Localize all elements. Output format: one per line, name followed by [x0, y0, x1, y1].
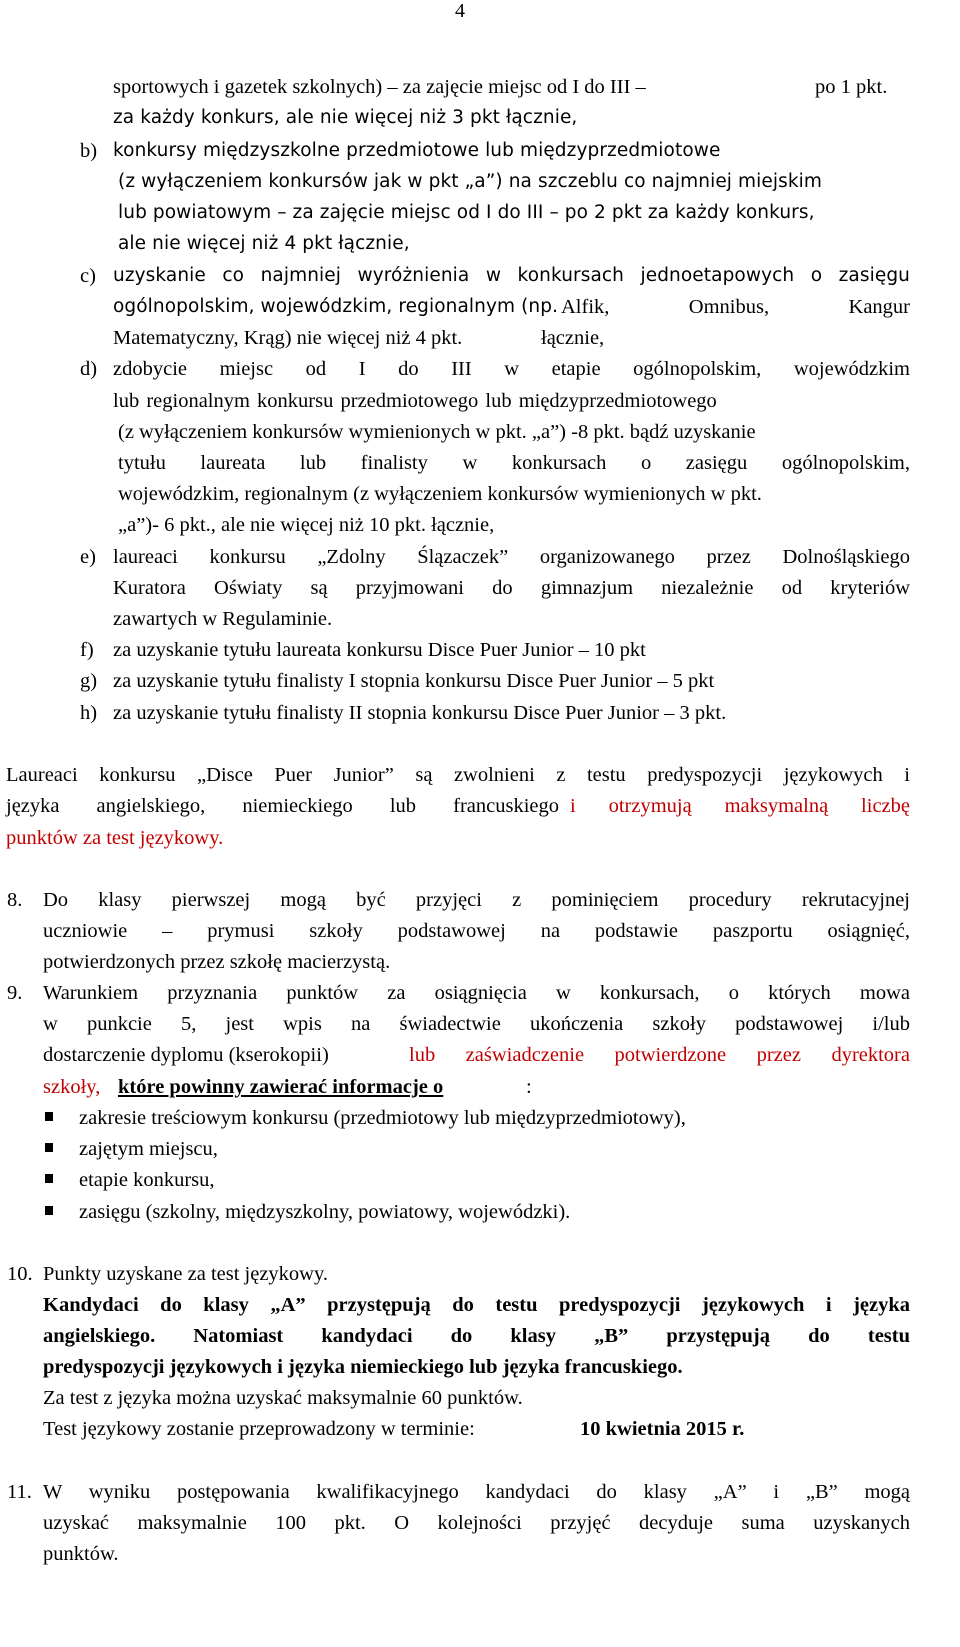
bullet-marker-1 — [45, 1112, 53, 1121]
item-c-line-3a: Matematyczny, Krąg) nie więcej niż 4 pkt. — [113, 327, 463, 349]
item-9-line-4-red: szkoły, — [43, 1076, 101, 1098]
item-d-line-5: wojewódzkim, regionalnym (z wyłączeniem konkursów wymienionych w pkt. — [118, 483, 762, 505]
item-b-line-3: lub powiatowym – za zajęcie miejsc od I do III – po 2 pkt za każdy konkurs, — [118, 202, 815, 223]
item-b-label: b) — [80, 140, 98, 162]
item-b-line-4: ale nie więcej niż 4 pkt łącznie, — [118, 233, 410, 254]
item-c-line-1: uzyskanie co najmniej wyróżnienia w konkursach jednoetapowych o zasięgu — [113, 265, 910, 286]
item-10-date: 10 kwietnia 2015 r. — [580, 1418, 745, 1440]
item-a-continuation-line-2: za każdy konkurs, ale nie więcej niż 3 pkt łącznie, — [113, 107, 578, 128]
item-10-bold-line-3: predyspozycji językowych i języka niemieckiego lub języka francuskiego. — [43, 1356, 683, 1378]
item-e-line-3: zawartych w Regulaminie. — [113, 608, 333, 630]
item-10-bold-line-2: angielskiego. Natomiast kandydaci do klasy „B” przystępują do testu — [43, 1325, 910, 1347]
item-9-line-1: Warunkiem przyznania punktów za osiągnięcia w konkursach, o których mowa — [43, 982, 910, 1004]
item-d-label: d) — [80, 358, 98, 380]
item-9-line-2: w punkcie 5, jest wpis na świadectwie ukończenia szkoły podstawowej i/lub — [43, 1013, 910, 1035]
bullet-item-4: zasięgu (szkolny, międzyszkolny, powiatowy, wojewódzki). — [79, 1201, 571, 1223]
item-d-line-3: (z wyłączeniem konkursów wymienionych w pkt. „a”) -8 pkt. bądź uzyskanie — [118, 421, 756, 443]
item-8-label: 8. — [7, 889, 23, 911]
item-g-text: za uzyskanie tytułu finalisty I stopnia konkursu Disce Puer Junior – 5 pkt — [113, 670, 715, 692]
item-e-line-1: laureaci konkursu „Zdolny Ślązaczek” organizowanego przez Dolnośląskiego — [113, 546, 910, 568]
item-10-line-5: Za test z języka można uzyskać maksymalnie 60 punktów. — [43, 1387, 523, 1409]
page-number: 4 — [455, 0, 465, 22]
item-9-line-4-bold: które powinny zawierać informacje o — [118, 1076, 444, 1098]
laureaci-line-2-black: języka angielskiego, niemieckiego lub francuskiego — [6, 795, 559, 817]
bullet-item-1: zakresie treściowym konkursu (przedmiotowy lub międzyprzedmiotowy), — [79, 1107, 686, 1129]
item-g-label: g) — [80, 670, 98, 692]
item-c-label: c) — [80, 265, 96, 287]
item-h-label: h) — [80, 702, 98, 724]
item-11-line-2: uzyskać maksymalnie 100 pkt. O kolejności przyjęć decyduje suma uzyskanych — [43, 1512, 910, 1534]
item-a-continuation-line-1: sportowych i gazetek szkolnych) – za zajęcie miejsc od I do III – — [113, 76, 646, 98]
laureaci-line-2-red: i otrzymują maksymalną liczbę — [570, 795, 910, 817]
item-d-line-6: „a”)- 6 pkt., ale nie więcej niż 10 pkt. łącznie, — [118, 514, 495, 536]
item-e-label: e) — [80, 546, 96, 568]
item-10-bold-line-1: Kandydaci do klasy „A” przystępują do testu predyspozycji językowych i języka — [43, 1294, 910, 1316]
laureaci-line-3-red: punktów za test językowy. — [6, 827, 224, 849]
bullet-item-3: etapie konkursu, — [79, 1169, 215, 1191]
item-9-label: 9. — [7, 982, 23, 1004]
item-8-line-1: Do klasy pierwszej mogą być przyjęci z pominięciem procedury rekrutacyjnej — [43, 889, 910, 911]
item-8-line-3: potwierdzonych przez szkołę macierzystą. — [43, 951, 391, 973]
item-10-line-1: Punkty uzyskane za test językowy. — [43, 1263, 329, 1285]
item-f-label: f) — [80, 639, 94, 661]
item-e-line-2: Kuratora Oświaty są przyjmowani do gimnazjum niezależnie od kryteriów — [113, 577, 910, 599]
item-c-line-2-rest: Alfik, Omnibus, Kangur — [561, 296, 910, 318]
laureaci-line-1: Laureaci konkursu „Disce Puer Junior” są zwolnieni z testu predyspozycji językowych i — [6, 764, 910, 786]
item-9-line-4-colon: : — [526, 1076, 532, 1098]
item-d-line-2: lub regionalnym konkursu przedmiotowego lub międzyprzedmiotowego — [113, 390, 717, 412]
item-11-line-3: punktów. — [43, 1543, 119, 1565]
bullet-marker-4 — [45, 1206, 53, 1215]
bullet-marker-3 — [45, 1174, 53, 1183]
item-d-line-4: tytułu laureata lub finalisty w konkursach o zasięgu ogólnopolskim, — [118, 452, 910, 474]
item-9-line-3-red: lub zaświadczenie potwierdzone przez dyrektora — [409, 1044, 910, 1066]
item-b-line-1: konkursy międzyszkolne przedmiotowe lub międzyprzedmiotowe — [113, 140, 721, 161]
bullet-marker-2 — [45, 1143, 53, 1152]
item-10-line-6: Test językowy zostanie przeprowadzony w terminie: — [43, 1418, 475, 1440]
item-a-continuation-points: po 1 pkt. — [815, 76, 888, 98]
item-d-line-1: zdobycie miejsc od I do III w etapie ogólnopolskim, wojewódzkim — [113, 358, 910, 380]
item-f-text: za uzyskanie tytułu laureata konkursu Disce Puer Junior – 10 pkt — [113, 639, 646, 661]
item-11-label: 11. — [7, 1481, 32, 1503]
item-9-line-3-black: dostarczenie dyplomu (kserokopii) — [43, 1044, 329, 1066]
item-11-line-1: W wyniku postępowania kwalifikacyjnego kandydaci do klasy „A” i „B” mogą — [43, 1481, 910, 1503]
item-b-line-2: (z wyłączeniem konkursów jak w pkt „a”) na szczeblu co najmniej miejskim — [118, 171, 823, 192]
item-10-label: 10. — [7, 1263, 33, 1285]
item-c-line-3b: łącznie, — [541, 327, 605, 349]
item-c-line-2: ogólnopolskim, wojewódzkim, regionalnym (np. — [113, 296, 559, 317]
item-h-text: za uzyskanie tytułu finalisty II stopnia konkursu Disce Puer Junior – 3 pkt. — [113, 702, 727, 724]
bullet-item-2: zajętym miejscu, — [79, 1138, 218, 1160]
item-8-line-2: uczniowie – prymusi szkoły podstawowej na podstawie paszportu osiągnięć, — [43, 920, 910, 942]
